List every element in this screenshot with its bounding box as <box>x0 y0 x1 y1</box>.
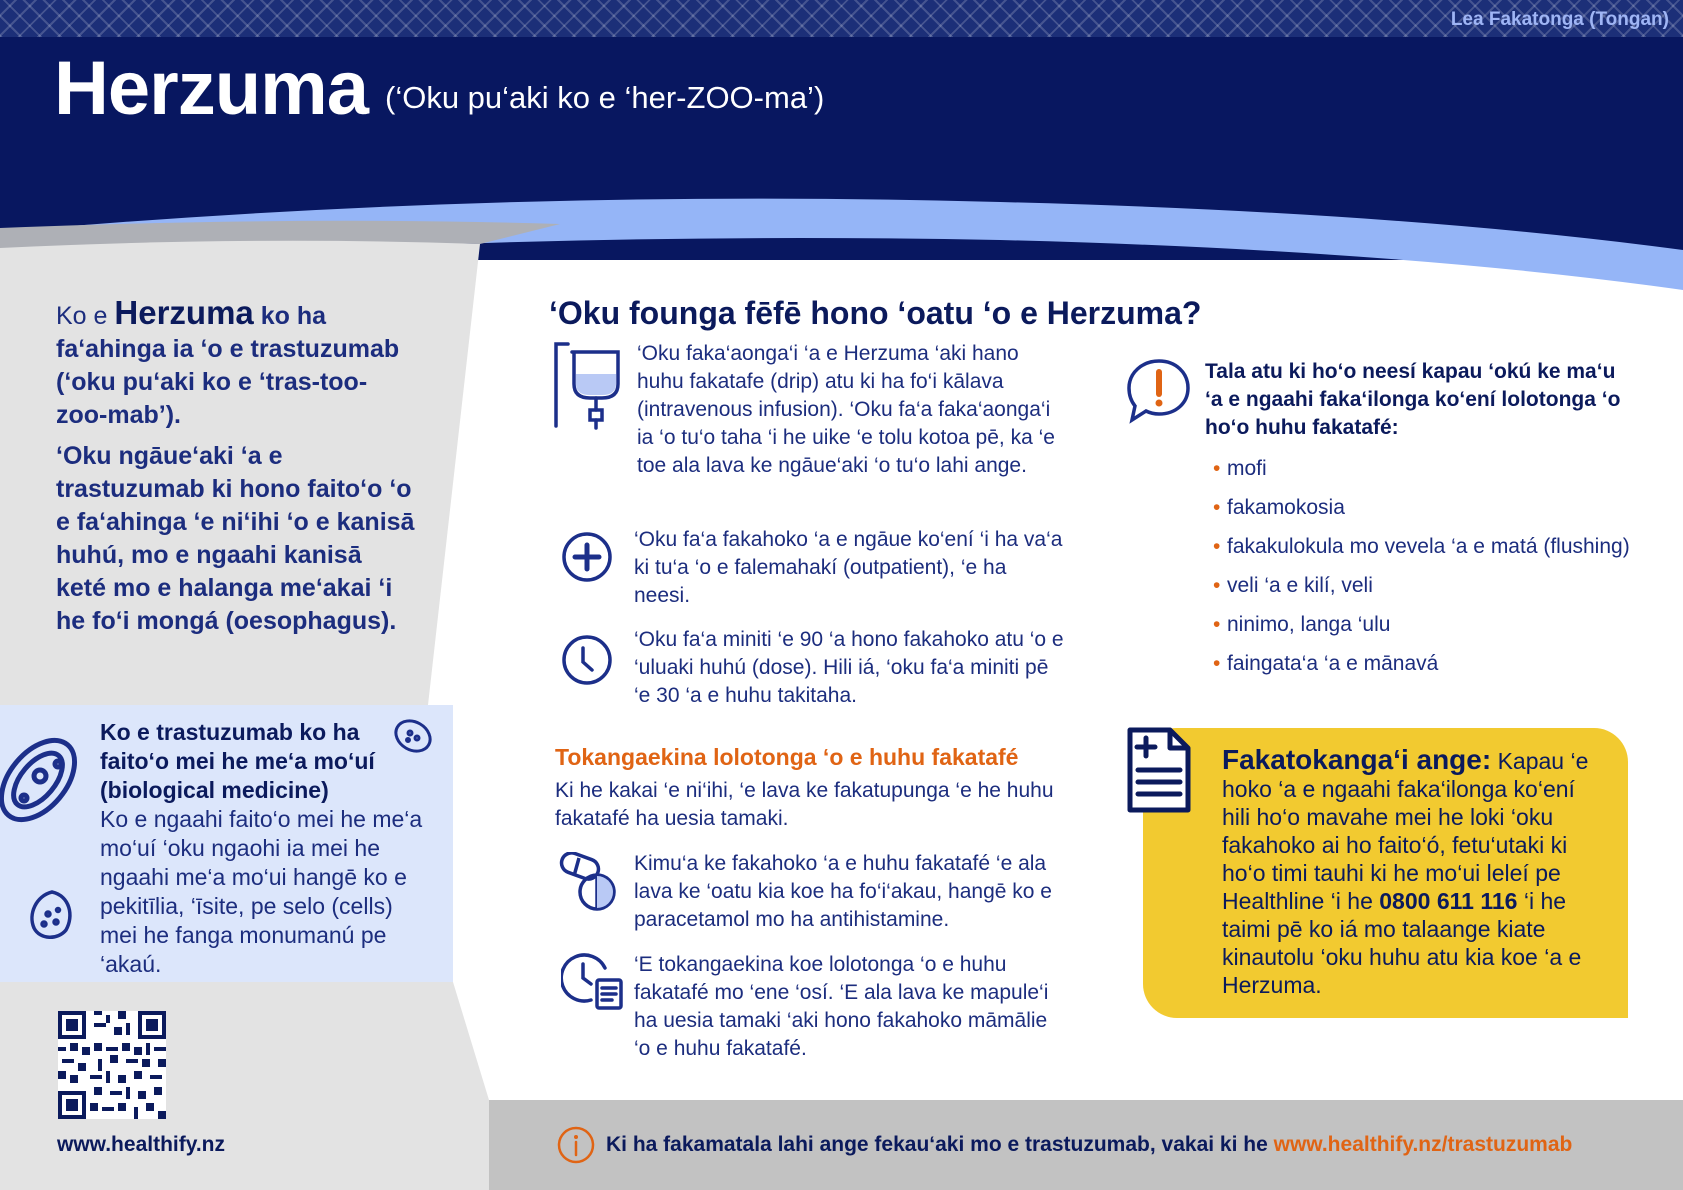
language-label: Lea Fakatonga (Tongan) <box>1450 9 1669 30</box>
footer-link[interactable]: www.healthify.nz/trastuzumab <box>1273 1133 1573 1156</box>
info-icon <box>557 1126 595 1164</box>
footer-text <box>606 1133 1572 1157</box>
iv-drip-icon <box>552 340 624 430</box>
main-heading: ‘Oku founga fēfē hono ‘oatu ‘o e Herzuma? <box>549 295 1202 331</box>
reaction-intro: Ki he kakai ‘e ni‘ihi, ‘e lava ke fakatupunga ‘e he huhu fakatafé ha uesia tamaki. <box>555 779 1054 830</box>
alert-speech-icon <box>1124 356 1194 426</box>
intro-suffix: ko ha fa‘ahinga ia ‘o e trastuzumab (‘oku pu‘aki ko e ‘tras-too-zoo-mab’). <box>56 302 400 429</box>
intro-prefix: Ko e <box>56 302 108 330</box>
administration-text: ‘Oku faka‘aonga‘i ‘a e Herzuma ‘aki hano huhu fakatafe (drip) atu ki ha fo‘i kālava (intravenous infusion). ‘Oku fa‘a faka‘aonga‘i ia ‘o tu‘o taha ‘i he uike ‘e tolu kotoa pē, ka ‘e toe ala lava ke ngāue‘aki ‘o tu‘o lahi ange. <box>637 342 1055 477</box>
symptom-item: • veli ‘a e kilí, veli <box>1213 572 1633 600</box>
monitoring-text: ‘E tokangaekina koe lolotonga ‘o e huhu fakatafé mo ‘ene ‘osí. ‘E ala lava ke mapule‘i ha uesia tamaki ‘aki hono fakahoko māmālie ‘o e huhu fakatafé. <box>634 953 1049 1060</box>
duration-text: ‘Oku fa‘a miniti ‘e 90 ‘a hono fakahoko atu ‘o e ‘uluaki huhú (dose). Hili iá, ‘oku fa‘a miniti pē ‘e 30 ‘a e huhu takitaha. <box>634 628 1064 707</box>
biological-text: Ko e ngaahi faito‘o mei he me‘a mo‘uí ‘oku ngaohi ia mei he ngaahi me‘a mo‘ui hangē ko e pekitīlia, ‘īsite, pe selo (cells) mei he fanga monumanú pe ‘akaú. <box>100 806 423 977</box>
important-text <box>1222 746 1607 999</box>
clock-document-icon <box>561 952 627 1012</box>
important-text-after: ‘i he taimi pē ko iá mo talaange kiate kinautolu ‘oku huhu atu kia koe ‘a e Herzuma. <box>1222 888 1582 998</box>
page-title: Herzuma <box>54 46 368 131</box>
pills-icon <box>557 852 619 912</box>
important-label: Fakatokanga‘i ange: <box>1222 744 1492 775</box>
premedication-text: Kimu‘a ke fakahoko ‘a e huhu fakatafé ‘e ala lava ke ‘oatu kia koe ha fo‘i‘akau, hangē ko e paracetamol mo ha antihistamine. <box>634 852 1052 931</box>
website-url[interactable]: www.healthify.nz <box>57 1133 226 1156</box>
symptom-item: • ninimo, langa ‘ulu <box>1213 611 1633 639</box>
symptom-item: • fakamokosia <box>1213 494 1633 522</box>
intro-drug-name: Herzuma <box>114 294 254 331</box>
intro-paragraph-2: ‘Oku ngāue‘aki ‘a e trastuzumab ki hono faito‘o ‘o e fa‘ahinga ‘e ni‘ihi ‘o e kanisā huhú, mo e ngaahi kanisā keté mo e halanga me‘akai ‘i he fo‘i mongá (oesophagus). <box>56 442 415 635</box>
reaction-heading: Tokangaekina lolotonga ‘o e huhu fakatafé <box>555 744 1019 770</box>
footer-label: Ki ha fakamatala lahi ange fekau‘aki mo e trastuzumab, vakai ki he <box>606 1133 1268 1156</box>
biological-title: Ko e trastuzumab ko ha faito‘o mei he me‘a mo‘uí (biological medicine) <box>100 719 375 803</box>
intro-paragraph-1 <box>56 296 416 432</box>
symptom-item: • fakakulokula mo vevela ‘a e matá (flushing) <box>1213 533 1633 561</box>
intro-section <box>56 296 416 646</box>
bacteria-icon <box>0 726 88 834</box>
symptom-item: • faingata‘a ‘a e mānavá <box>1213 650 1633 678</box>
symptom-list <box>1213 455 1633 689</box>
plus-icon <box>561 531 613 583</box>
yeast-icon <box>28 888 76 942</box>
pronunciation: (‘Oku pu‘aki ko e ‘her-ZOO-ma’) <box>385 80 825 115</box>
outpatient-text: ‘Oku fa‘a fakahoko ‘a e ngāue ko‘ení ‘i ha va‘a ki tu‘a ‘o e falemahakí (outpatient), ‘e ha neesi. <box>634 528 1063 607</box>
clock-icon <box>561 634 613 686</box>
symptom-item: • mofi <box>1213 455 1633 483</box>
medical-document-icon <box>1124 726 1194 816</box>
header-pattern <box>0 0 1683 37</box>
important-text-before: Kapau ‘e hoko ‘a e ngaahi faka‘ilonga ko‘ení hili ho‘o mavahe mei he loki ‘oku fakahoko ai ho faito‘ó, fetu‘utaki ki ho‘o timi tauhi ki he mo‘ui leleí pe Healthline ‘i he <box>1222 748 1589 914</box>
qr-code <box>58 1011 166 1119</box>
tell-nurse-text: Tala atu ki ho‘o neesí kapau ‘okú ke ma‘u ‘a e ngaahi faka‘ilonga ko‘ení lolotonga ‘o ho‘o huhu fakatafé: <box>1205 360 1621 439</box>
healthline-phone: 0800 611 116 <box>1379 888 1518 914</box>
